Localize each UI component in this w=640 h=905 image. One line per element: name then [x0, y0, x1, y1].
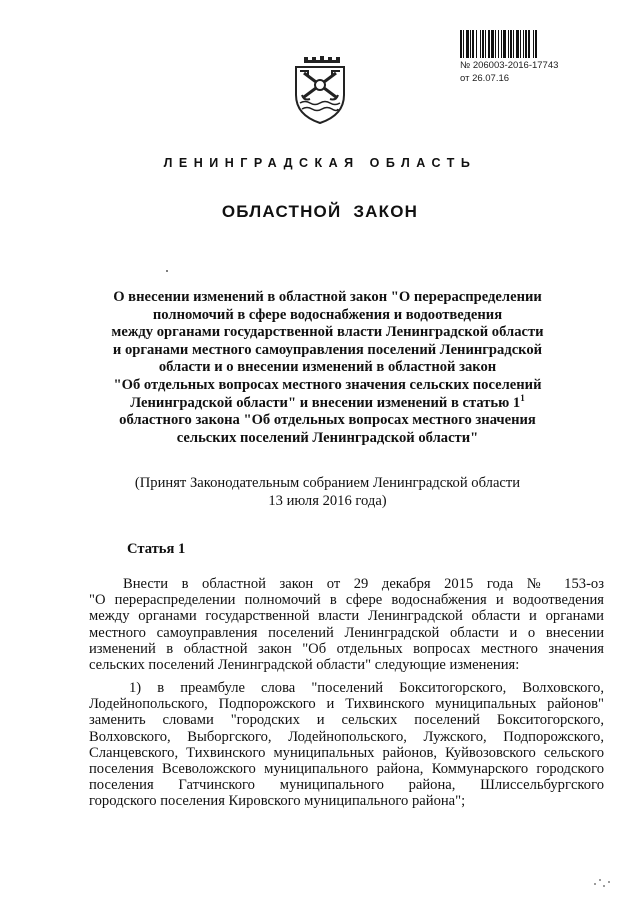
- barcode-bar: [460, 30, 462, 58]
- barcode-bar: [472, 30, 474, 58]
- barcode-bar: [495, 30, 496, 58]
- barcode-bar: [503, 30, 506, 58]
- barcode-bar: [501, 30, 502, 58]
- barcode-bar: [510, 30, 512, 58]
- paragraph-line: Сланцевского, Тихвинского муниципальных районов, Куйвозовского сельского: [89, 744, 604, 761]
- barcode-bar: [498, 30, 499, 58]
- paragraph-line: изменений в областной закон "Об отдельных вопросах местного значения: [89, 640, 604, 657]
- heading-line: и органами местного самоуправления поселений Ленинградской: [112, 341, 543, 358]
- paragraph-line: местного самоуправления поселений Ленинградской области и о внесении: [89, 624, 604, 641]
- barcode-bar: [466, 30, 469, 58]
- barcode-bar: [535, 30, 537, 58]
- law-heading: [40, 289, 615, 447]
- paragraph-line: поселения Гатчинского муниципального района, Шлиссельбургского: [89, 777, 604, 794]
- barcode-bar: [525, 30, 527, 58]
- barcode: [460, 30, 610, 58]
- barcode-bar: [488, 30, 490, 58]
- paragraph-line: заменить словами "городских и сельских поселений Бокситогорского,: [89, 712, 604, 729]
- region-title: ЛЕНИНГРАДСКАЯ ОБЛАСТЬ: [163, 156, 477, 170]
- article-superscript: 1: [520, 392, 525, 403]
- paragraph-line: 1) в преамбуле слова "поселений Бокситогорского, Волховского,: [129, 680, 604, 696]
- heading-line-with-superscript: [40, 392, 615, 413]
- barcode-bar: [463, 30, 464, 58]
- barcode-bar: [508, 30, 509, 58]
- barcode-bar: [485, 30, 486, 58]
- adoption-line: 13 июля 2016 года): [268, 493, 387, 509]
- barcode-bar: [476, 30, 477, 58]
- registration-number: № 206003-2016-17743: [460, 60, 559, 71]
- heading-line: сельских поселений Ленинградской области": [176, 429, 479, 446]
- barcode-bar: [491, 30, 494, 58]
- paragraph-1: [89, 576, 604, 673]
- paragraph-line: Волховского, Выборгского, Лодейнопольского, Лужского, Подпорожского,: [89, 728, 604, 745]
- heading-line: Ленинградской области" и внесении изменений в статью 1: [130, 394, 521, 411]
- heading-line: областного закона "Об отдельных вопросах местного значения: [119, 412, 536, 429]
- article-title: Статья 1: [127, 541, 186, 557]
- paragraph-line: "О перераспределении полномочий в сфере водоснабжения и водоотведения: [89, 592, 604, 609]
- barcode-bar: [513, 30, 514, 58]
- stray-dot: [166, 270, 168, 272]
- barcode-bar: [528, 30, 530, 58]
- registration-date: от 26.07.16: [460, 73, 510, 84]
- heading-line: "Об отдельных вопросах местного значения сельских поселений: [113, 376, 542, 393]
- barcode-bar: [482, 30, 484, 58]
- heading-line: О внесении изменений в областной закон "О перераспределении: [113, 289, 542, 305]
- paragraph-line: Лодейнопольского, Подпорожского и Тихвинского муниципальных районов": [89, 696, 604, 713]
- paragraph-line: Внести в областной закон от 29 декабря 2015 года № 153-оз: [123, 576, 604, 592]
- paragraph-line: сельских поселений Ленинградской области" следующие изменения:: [89, 656, 520, 673]
- paragraph-line: поселения Всеволожского муниципального района, Коммунарского городского: [89, 760, 604, 777]
- adoption-line: (Принят Законодательным собранием Ленинградской области: [134, 475, 521, 491]
- heading-line: области и о внесении изменений в областной закон: [158, 359, 497, 376]
- paragraph-2: [89, 680, 604, 810]
- heading-line: между органами государственной власти Ленинградской области: [111, 324, 544, 341]
- heading-line: полномочий в сфере водоснабжения и водоотведения: [152, 306, 503, 323]
- barcode-bar: [480, 30, 481, 58]
- adoption-note: [40, 474, 615, 510]
- scan-marks: [592, 876, 612, 890]
- coat-of-arms-icon: [290, 55, 350, 125]
- barcode-bar: [523, 30, 524, 58]
- paragraph-line: городского поселения Кировского муниципального района";: [89, 793, 466, 810]
- barcode-bar: [533, 30, 534, 58]
- barcode-bar: [516, 30, 519, 58]
- barcode-bar: [520, 30, 521, 58]
- barcode-bar: [470, 30, 471, 58]
- law-title: ОБЛАСТНОЙ ЗАКОН: [221, 202, 419, 221]
- paragraph-line: между органами государственной власти Ленинградской области и органами: [89, 608, 604, 625]
